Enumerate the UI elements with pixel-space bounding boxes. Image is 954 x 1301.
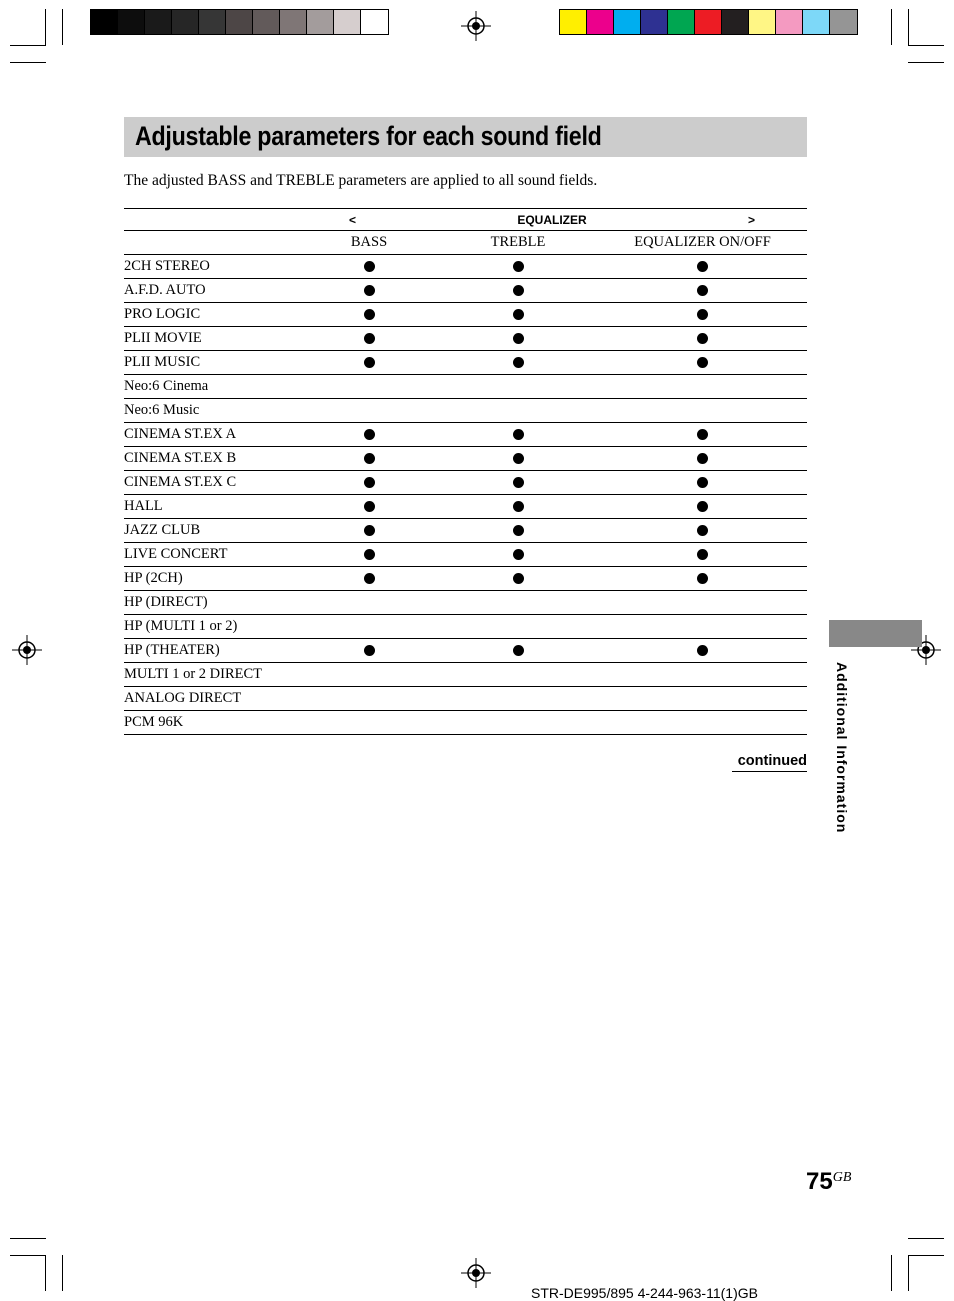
applicable-dot-icon: [513, 429, 524, 440]
bass-cell: [300, 495, 438, 519]
applicable-dot-icon: [364, 309, 375, 320]
sound-field-name: PCM 96K: [124, 711, 300, 735]
table-row: [124, 543, 807, 567]
grayscale-color-bar: [90, 9, 389, 35]
color-swatch: [695, 10, 722, 34]
color-swatch: [722, 10, 749, 34]
applicable-dot-icon: [697, 429, 708, 440]
equalizer-cell: [598, 543, 807, 567]
equalizer-cell: [598, 495, 807, 519]
treble-cell: [438, 663, 598, 687]
table-row: [124, 399, 807, 423]
page-number-value: 75: [806, 1168, 833, 1195]
table-row: [124, 447, 807, 471]
equalizer-cell: [598, 375, 807, 399]
applicable-dot-icon: [697, 453, 708, 464]
column-header-row: [124, 231, 807, 255]
sound-field-name: JAZZ CLUB: [124, 519, 300, 543]
color-swatch: [172, 10, 199, 34]
treble-cell: [438, 255, 598, 279]
bass-cell: [300, 399, 438, 423]
sound-field-name: MULTI 1 or 2 DIRECT: [124, 663, 300, 687]
treble-cell: [438, 399, 598, 423]
applicable-dot-icon: [697, 357, 708, 368]
sound-field-name: LIVE CONCERT: [124, 543, 300, 567]
sound-field-name: CINEMA ST.EX A: [124, 423, 300, 447]
bass-cell: [300, 663, 438, 687]
table-row: [124, 471, 807, 495]
crop-mark: [10, 1238, 46, 1239]
bass-cell: [300, 279, 438, 303]
bass-cell: [300, 447, 438, 471]
table-row: [124, 351, 807, 375]
applicable-dot-icon: [697, 549, 708, 560]
color-swatch: [145, 10, 172, 34]
applicable-dot-icon: [364, 429, 375, 440]
applicable-dot-icon: [364, 477, 375, 488]
applicable-dot-icon: [513, 261, 524, 272]
applicable-dot-icon: [364, 453, 375, 464]
equalizer-cell: [598, 423, 807, 447]
color-swatch: [361, 10, 388, 34]
bass-cell: [300, 567, 438, 591]
bass-cell: [300, 639, 438, 663]
treble-cell: [438, 519, 598, 543]
table-row: [124, 711, 807, 735]
equalizer-cell: [598, 399, 807, 423]
equalizer-cell: [598, 591, 807, 615]
equalizer-cell: [598, 615, 807, 639]
color-swatch: [614, 10, 641, 34]
crop-mark: [45, 9, 46, 45]
applicable-dot-icon: [364, 261, 375, 272]
sound-field-name: Neo:6 Cinema: [124, 375, 300, 399]
color-swatch: [560, 10, 587, 34]
applicable-dot-icon: [697, 285, 708, 296]
table-row: [124, 591, 807, 615]
bass-cell: [300, 711, 438, 735]
treble-cell: [438, 375, 598, 399]
sound-field-parameter-table: [124, 208, 807, 735]
treble-cell: [438, 591, 598, 615]
applicable-dot-icon: [364, 573, 375, 584]
group-label: EQUALIZER: [517, 212, 587, 227]
applicable-dot-icon: [364, 525, 375, 536]
bass-cell: [300, 615, 438, 639]
applicable-dot-icon: [697, 477, 708, 488]
color-swatch: [776, 10, 803, 34]
equalizer-cell: [598, 519, 807, 543]
bass-cell: [300, 543, 438, 567]
equalizer-cell: [598, 663, 807, 687]
sound-field-name: A.F.D. AUTO: [124, 279, 300, 303]
treble-cell: [438, 687, 598, 711]
applicable-dot-icon: [697, 525, 708, 536]
sound-field-name: ANALOG DIRECT: [124, 687, 300, 711]
table-row: [124, 423, 807, 447]
table-row: [124, 255, 807, 279]
bass-cell: [300, 351, 438, 375]
applicable-dot-icon: [513, 501, 524, 512]
equalizer-cell: [598, 303, 807, 327]
applicable-dot-icon: [364, 357, 375, 368]
bass-cell: [300, 471, 438, 495]
page-title: Adjustable parameters for each sound field: [135, 121, 602, 151]
treble-cell: [438, 279, 598, 303]
equalizer-cell: [598, 279, 807, 303]
color-swatch: [587, 10, 614, 34]
applicable-dot-icon: [697, 573, 708, 584]
applicable-dot-icon: [513, 333, 524, 344]
bass-cell: [300, 375, 438, 399]
crop-mark: [908, 1255, 909, 1291]
group-bracket-right: >: [747, 212, 755, 227]
treble-cell: [438, 567, 598, 591]
table-row: [124, 663, 807, 687]
sound-field-name: HALL: [124, 495, 300, 519]
applicable-dot-icon: [697, 261, 708, 272]
table-row: [124, 303, 807, 327]
applicable-dot-icon: [513, 357, 524, 368]
bass-cell: [300, 519, 438, 543]
treble-cell: [438, 447, 598, 471]
sound-field-name: PLII MOVIE: [124, 327, 300, 351]
equalizer-cell: [598, 567, 807, 591]
sound-field-name: HP (THEATER): [124, 639, 300, 663]
sound-field-name: HP (MULTI 1 or 2): [124, 615, 300, 639]
table-row: [124, 639, 807, 663]
color-swatch: [91, 10, 118, 34]
crop-mark: [10, 45, 46, 46]
applicable-dot-icon: [513, 309, 524, 320]
table-row: [124, 279, 807, 303]
color-swatch: [226, 10, 253, 34]
sound-field-name: Neo:6 Music: [124, 399, 300, 423]
sound-field-name: HP (DIRECT): [124, 591, 300, 615]
color-swatch: [830, 10, 857, 34]
applicable-dot-icon: [364, 501, 375, 512]
sound-field-name: 2CH STEREO: [124, 255, 300, 279]
treble-cell: [438, 543, 598, 567]
color-swatch: [307, 10, 334, 34]
equalizer-cell: [598, 327, 807, 351]
crop-mark: [908, 1238, 944, 1239]
crop-mark: [908, 1255, 944, 1256]
table-row: [124, 567, 807, 591]
sound-field-name: HP (2CH): [124, 567, 300, 591]
applicable-dot-icon: [513, 453, 524, 464]
table-row: [124, 615, 807, 639]
treble-cell: [438, 615, 598, 639]
bass-cell: [300, 591, 438, 615]
equalizer-cell: [598, 711, 807, 735]
section-tab: [829, 620, 922, 647]
equalizer-group-header: [124, 209, 807, 231]
bass-cell: [300, 255, 438, 279]
process-color-bar: [559, 9, 858, 35]
equalizer-cell: [598, 471, 807, 495]
applicable-dot-icon: [513, 573, 524, 584]
applicable-dot-icon: [364, 285, 375, 296]
registration-target-icon: [12, 635, 42, 665]
equalizer-cell: [598, 351, 807, 375]
crop-mark: [908, 45, 944, 46]
bass-cell: [300, 303, 438, 327]
page-number: [806, 1168, 851, 1196]
treble-cell: [438, 351, 598, 375]
treble-cell: [438, 423, 598, 447]
color-swatch: [334, 10, 361, 34]
treble-cell: [438, 303, 598, 327]
treble-cell: [438, 327, 598, 351]
table-row: [124, 327, 807, 351]
crop-mark: [62, 9, 63, 45]
crop-mark: [45, 1255, 46, 1291]
sound-field-name: CINEMA ST.EX B: [124, 447, 300, 471]
crop-mark: [891, 1255, 892, 1291]
color-swatch: [118, 10, 145, 34]
registration-target-icon: [461, 11, 491, 41]
crop-mark: [62, 1255, 63, 1291]
registration-target-icon: [461, 1258, 491, 1288]
equalizer-cell: [598, 447, 807, 471]
table-row: [124, 495, 807, 519]
crop-mark: [10, 62, 46, 63]
applicable-dot-icon: [513, 549, 524, 560]
crop-mark: [10, 1255, 46, 1256]
color-swatch: [280, 10, 307, 34]
color-swatch: [641, 10, 668, 34]
treble-cell: [438, 639, 598, 663]
applicable-dot-icon: [697, 333, 708, 344]
table-row: [124, 687, 807, 711]
column-header-treble: TREBLE: [438, 231, 598, 255]
bass-cell: [300, 327, 438, 351]
section-tab-label: Additional Information: [834, 662, 850, 834]
sound-field-name: PLII MUSIC: [124, 351, 300, 375]
bass-cell: [300, 687, 438, 711]
equalizer-cell: [598, 639, 807, 663]
crop-mark: [908, 9, 909, 45]
applicable-dot-icon: [364, 333, 375, 344]
color-swatch: [253, 10, 280, 34]
bass-cell: [300, 423, 438, 447]
page-number-suffix: GB: [832, 1170, 852, 1185]
equalizer-cell: [598, 255, 807, 279]
color-swatch: [749, 10, 776, 34]
intro-paragraph: The adjusted BASS and TREBLE parameters are applied to all sound fields.: [124, 172, 598, 189]
crop-mark: [891, 9, 892, 45]
section-heading: [124, 117, 807, 157]
continued-note: continued: [732, 753, 807, 772]
color-swatch: [803, 10, 830, 34]
applicable-dot-icon: [513, 477, 524, 488]
table-row: [124, 375, 807, 399]
applicable-dot-icon: [364, 645, 375, 656]
crop-mark: [908, 62, 944, 63]
document-code: STR-DE995/895 4-244-963-11(1)GB: [531, 1285, 758, 1301]
applicable-dot-icon: [697, 309, 708, 320]
sound-field-name: CINEMA ST.EX C: [124, 471, 300, 495]
applicable-dot-icon: [513, 525, 524, 536]
applicable-dot-icon: [697, 501, 708, 512]
treble-cell: [438, 711, 598, 735]
table-row: [124, 519, 807, 543]
applicable-dot-icon: [364, 549, 375, 560]
applicable-dot-icon: [697, 645, 708, 656]
color-swatch: [199, 10, 226, 34]
equalizer-cell: [598, 687, 807, 711]
column-header-equalizer-on-off: EQUALIZER ON/OFF: [598, 231, 807, 255]
treble-cell: [438, 471, 598, 495]
color-swatch: [668, 10, 695, 34]
column-header-bass: BASS: [300, 231, 438, 255]
column-header-empty: [124, 231, 300, 255]
treble-cell: [438, 495, 598, 519]
applicable-dot-icon: [513, 645, 524, 656]
group-bracket-left: <: [349, 212, 357, 227]
sound-field-name: PRO LOGIC: [124, 303, 300, 327]
applicable-dot-icon: [513, 285, 524, 296]
